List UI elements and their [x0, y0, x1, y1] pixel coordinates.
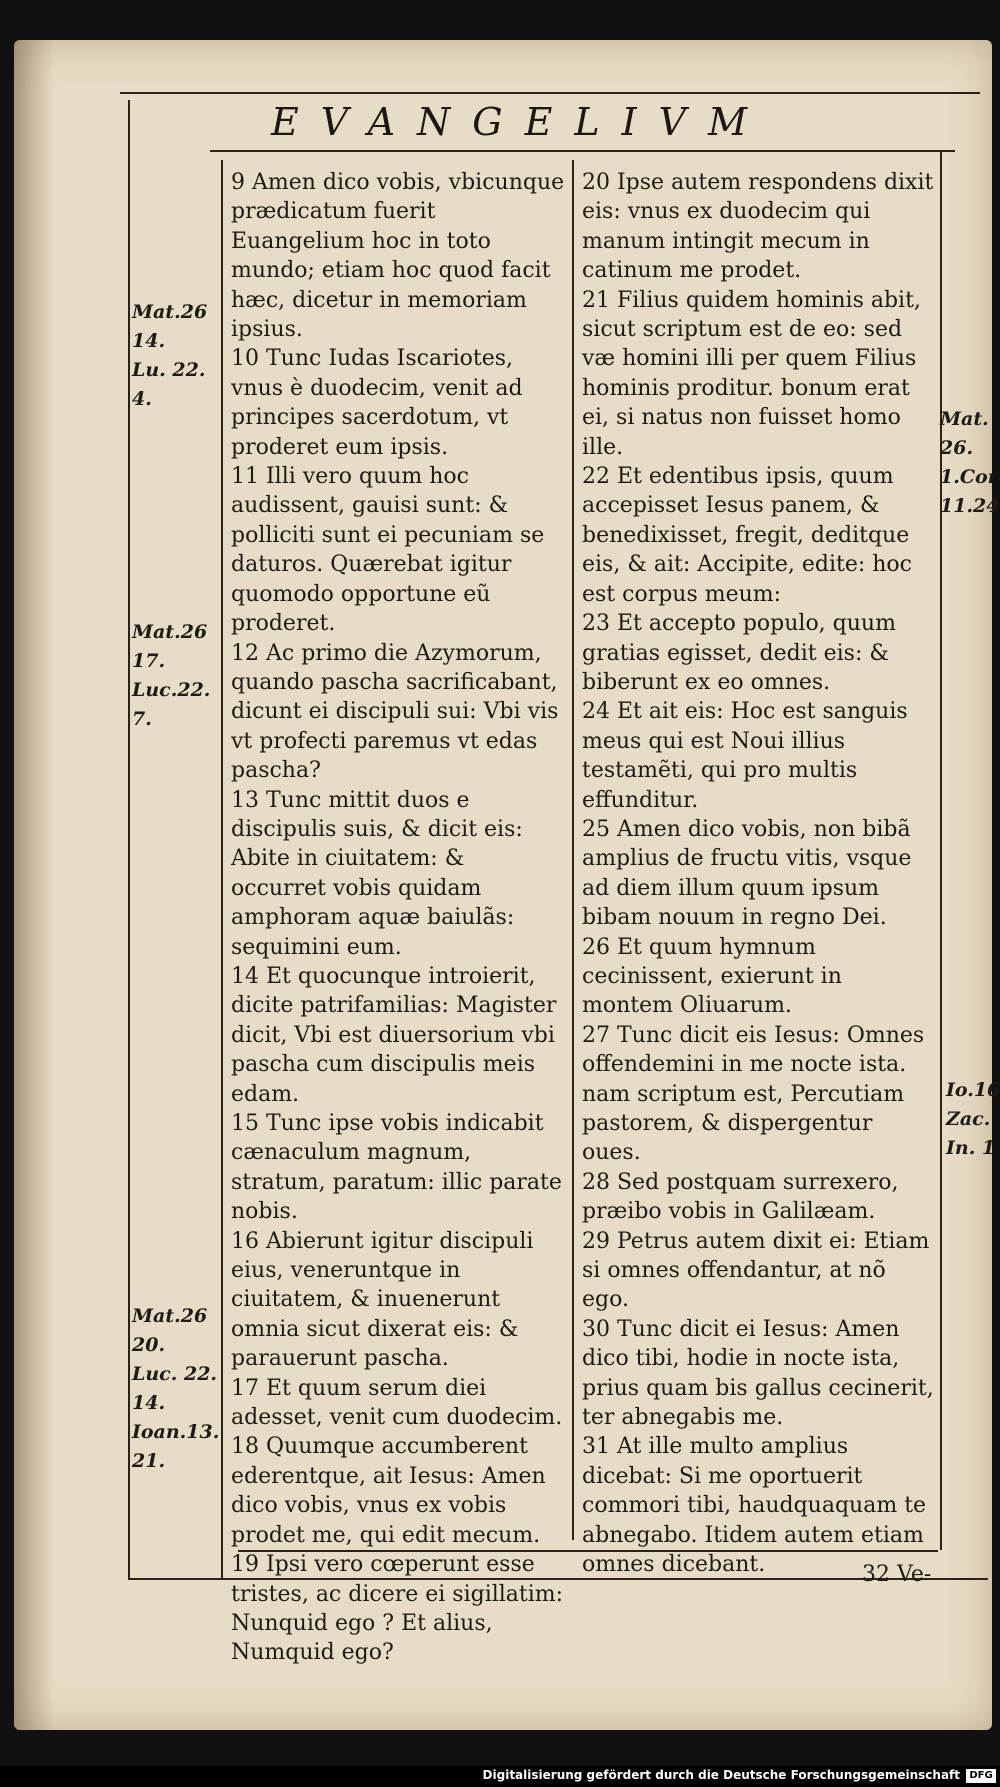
top-rule [120, 92, 980, 94]
verse: 20 Ipse autem respondens dixit eis: vnus ex duodecim qui manum intingit mecum in catinum me prodet. [582, 170, 934, 284]
verse: 27 Tunc dicit eis Iesus: Omnes offendemini in me nocte ista. nam scriptum est, Percutiam pastorem, & dispergentur oues. [582, 1022, 925, 1166]
verse: 26 Et quum hymnum cecinissent, exierunt in montem Oliuarum. [582, 934, 842, 1019]
verse: 25 Amen dico vobis, non bibã amplius de fructu vitis, vsque ad diem illum quum ipsum bibam nouum in regno Dei. [582, 816, 912, 931]
text-column-left [231, 168, 566, 1668]
verse: 23 Et accepto populo, quum gratias egisset, dedit eis: & biberunt ex eo omnes. [582, 611, 896, 695]
verse: 30 Tunc dicit ei Iesus: Amen dico tibi, hodie in nocte ista, prius quam bis gallus cecinerit, ter abnegabis me. [582, 1316, 934, 1431]
verse: 10 Tunc Iudas Iscariotes, vnus è duodecim, venit ad principes sacerdotum, vt proderet eum ipsis. [231, 346, 523, 460]
margin-note-left-1: Mat.26 14. Lu. 22. 4. [132, 301, 208, 410]
verse: 24 Et ait eis: Hoc est sanguis meus qui est Noui illius testamẽti, qui pro multis effunditur. [582, 699, 908, 813]
title-rule [210, 150, 955, 152]
verse: 18 Quumque accumberent ederentque, ait Iesus: Amen dico vobis, vnus ex vobis prodet me, qui edit mecum. [231, 1434, 546, 1548]
verse: 29 Petrus autem dixit ei: Etiam si omnes offendantur, at nõ ego. [582, 1228, 930, 1313]
verse: 19 Ipsi vero cœperunt esse tristes, ac dicere ei sigillatim: Nunquid ego ? Et alius, Numquid ego? [231, 1552, 564, 1666]
verse: 13 Tunc mittit duos e discipulis suis, & dicit eis: Abite in ciuitatem: & occurret vobis quidam amphoram aquæ baiulãs: sequimini eum. [231, 787, 523, 960]
page-shadow [14, 40, 54, 1730]
verse: 28 Sed postquam surrexero, præibo vobis in Galilæam. [582, 1169, 899, 1225]
verse: 9 Amen dico vobis, vbicunque prædicatum fuerit Euangelium hoc in toto mundo; etiam hoc quod facit hæc, dicetur in memoriam ipsius. [231, 170, 565, 343]
catchword: 32 Ve- [862, 1562, 932, 1587]
left-frame-rule [128, 100, 130, 1580]
verse: 22 Et edentibus ipsis, quum accepisset Iesus panem, & benedixisset, fregit, deditque eis, & ait: Accipite, edite: hoc est corpus meum: [582, 464, 912, 607]
verse: 14 Et quocunque introierit, dicite patrifamilias: Magister dicit, Vbi est diuersorium vbi pascha cum discipulis meis edam. [231, 963, 557, 1107]
verse: 17 Et quum serum diei adesset, venit cum duodecim. [231, 1375, 563, 1431]
verse: 12 Ac primo die Azymorum, quando pascha sacrificabant, dicunt ei discipuli sui: Vbi vis vt profecti paremus vt edas pascha? [231, 640, 559, 784]
verse: 11 Illi vero quum hoc audissent, gauisi sunt: & polliciti sunt ei pecuniam se daturos. Quærebat igitur quomodo opportune eũ proderet. [231, 464, 545, 637]
verse: 16 Abierunt igitur discipuli eius, veneruntque in ciuitatem, & inuenerunt omnia sicut dixerat eis: & parauerunt pascha. [231, 1228, 534, 1372]
margin-note-right-2: Io.16 Zac. In. 1 [946, 1079, 1000, 1159]
inner-margin-rule [221, 160, 223, 1580]
dfg-logo-icon: DFG [966, 1769, 996, 1783]
column-divider-rule [572, 160, 574, 1540]
footer-credit: Digitalisierung gefördert durch die Deutsche Forschungsgemeinschaft [482, 1768, 960, 1782]
verse: 15 Tunc ipse vobis indicabit cænaculum magnum, stratum, paratum: illic parate nobis. [231, 1111, 562, 1225]
margin-note-left-3: Mat.26 20. Luc. 22. 14. Ioan.13. 21. [132, 1305, 220, 1472]
verse: 21 Filius quidem hominis abit, sicut scriptum est de eo: sed væ homini illi per quem Filius hominis proditur. bonum erat ei, si natus non fuisset homo ille. [582, 287, 921, 460]
right-frame-rule [940, 150, 942, 1550]
margin-note-left-2: Mat.26 17. Luc.22. 7. [132, 621, 211, 730]
margin-note-right-1: Mat. 26. 1.Cor 11.24 [940, 408, 1000, 517]
text-column-right [582, 168, 934, 1580]
digitization-footer [0, 1766, 1000, 1787]
running-title: EVANGELIVM [271, 100, 769, 144]
verse: 31 At ille multo amplius dicebat: Si me oportuerit commori tibi, haudquaquam te abnegabo. Itidem autem etiam omnes dicebant. [582, 1434, 927, 1578]
